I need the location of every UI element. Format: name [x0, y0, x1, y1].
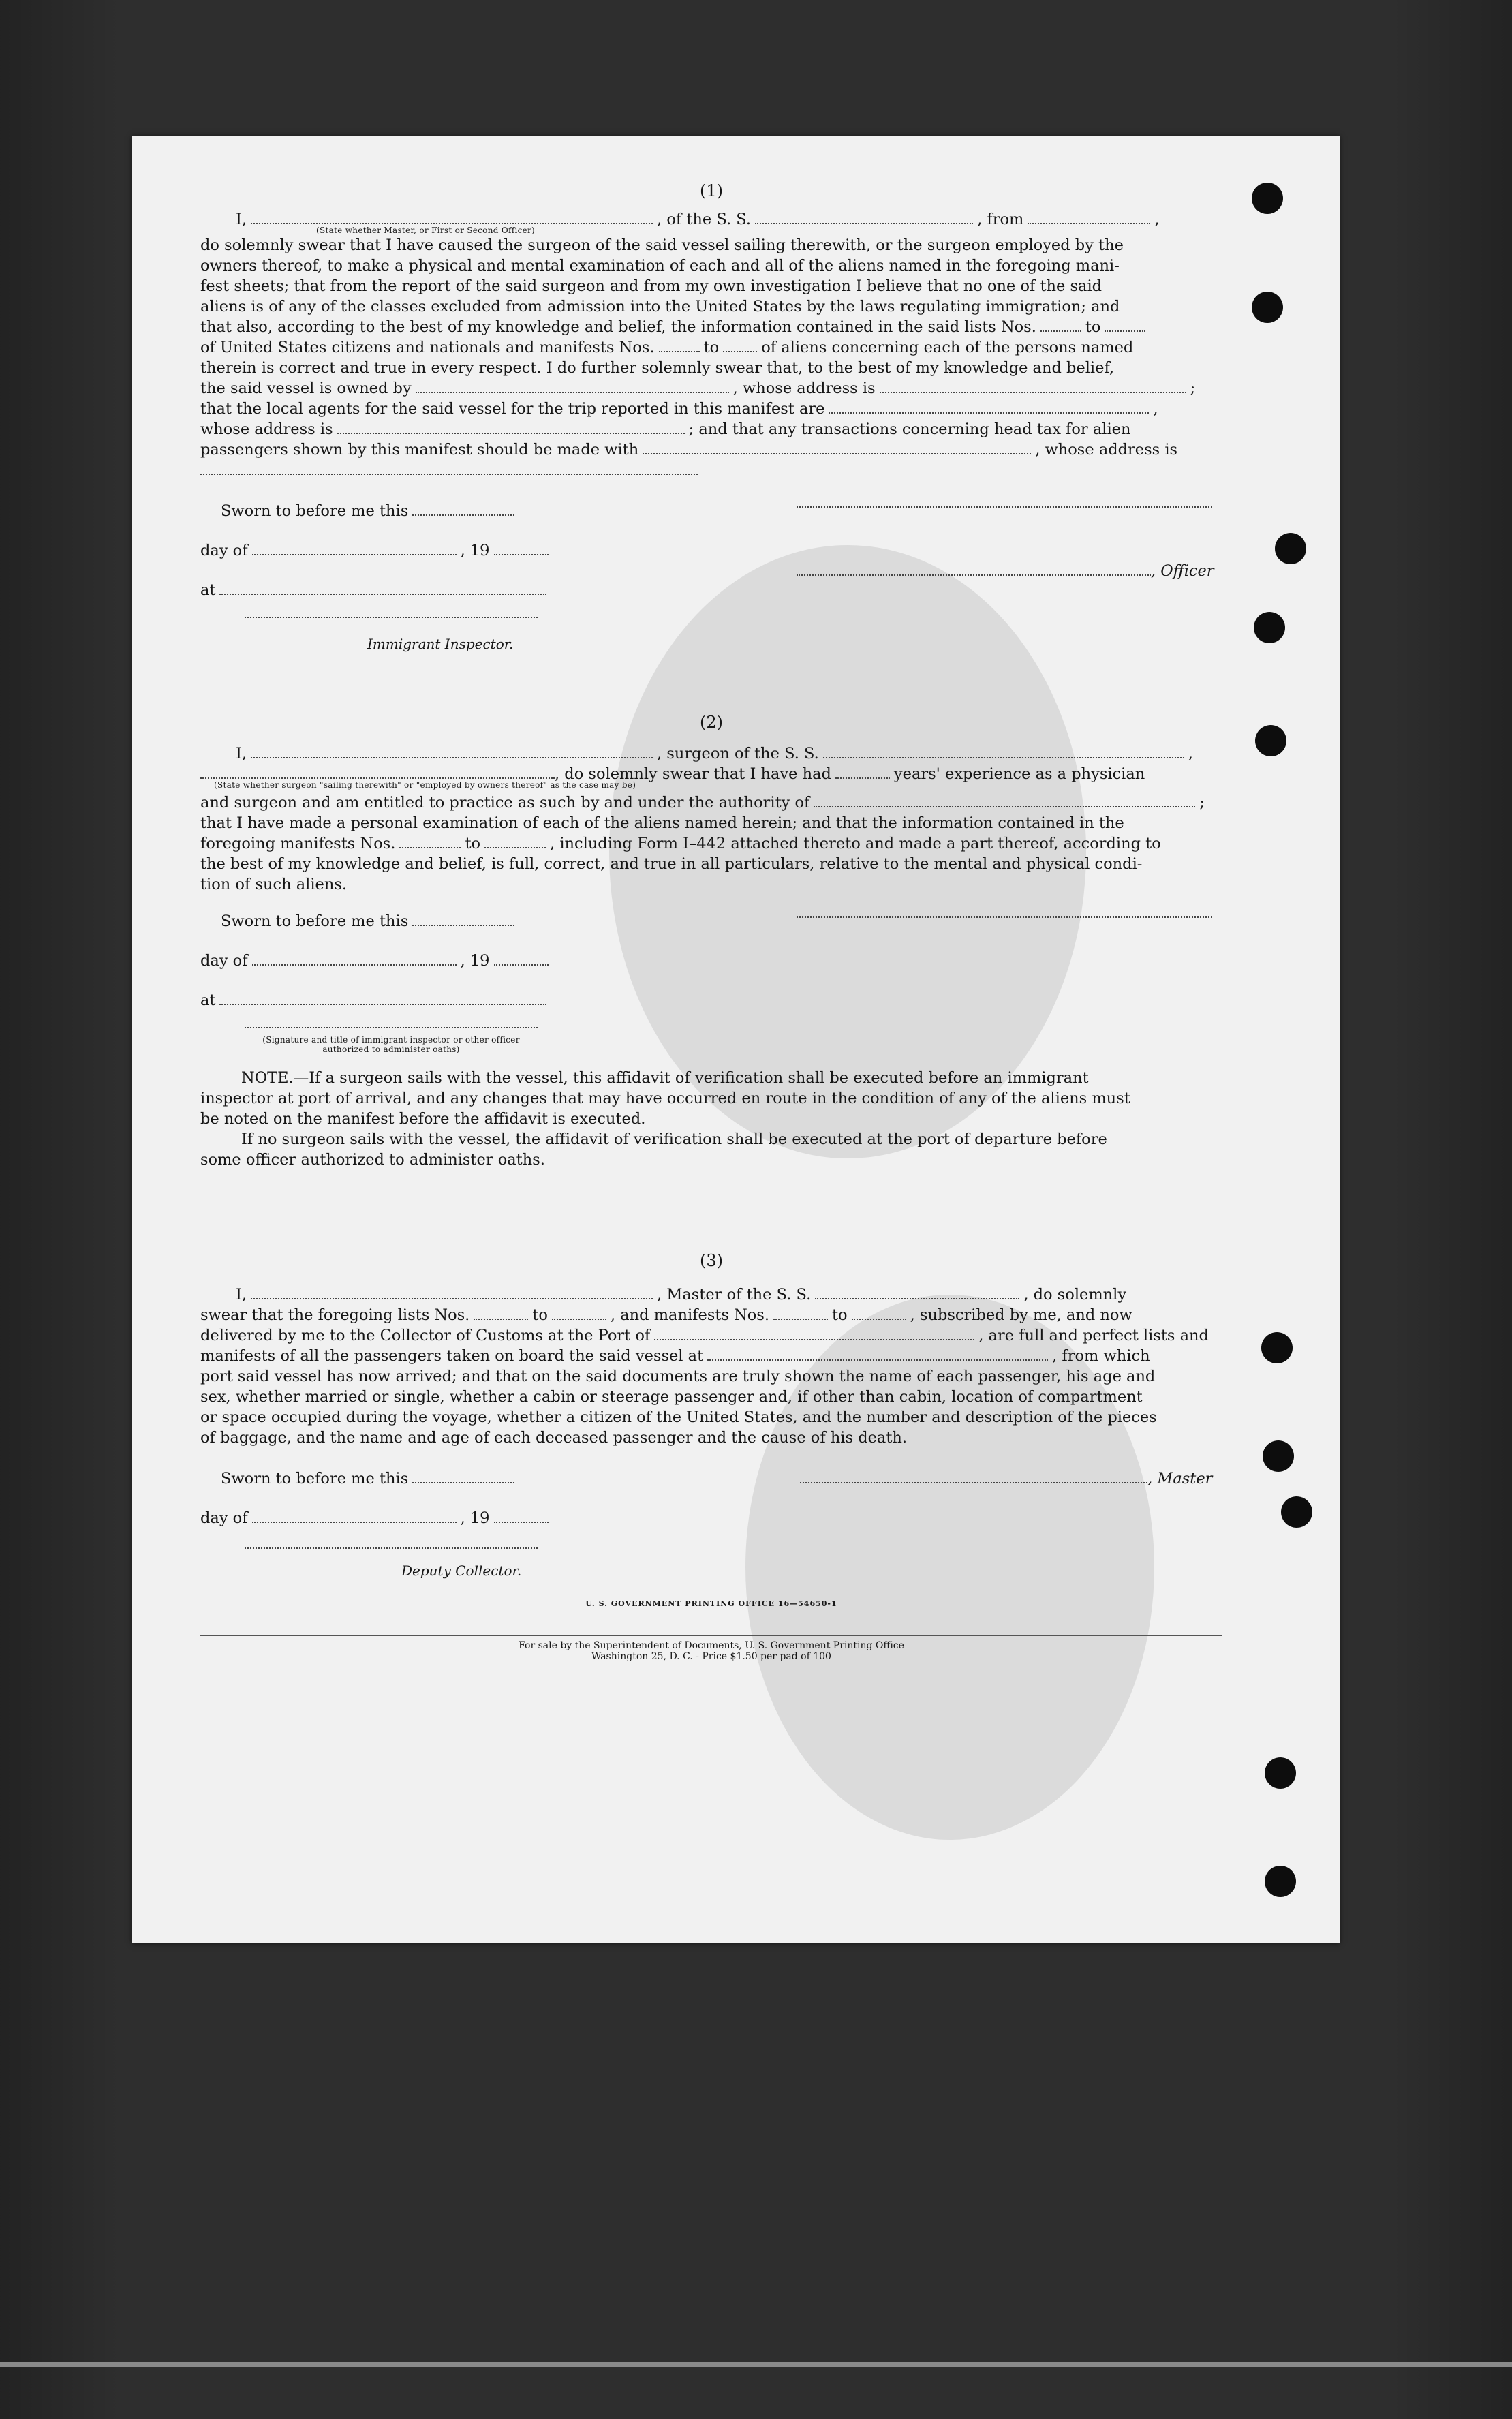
year-field[interactable]: [494, 1509, 549, 1523]
address-continuation-field[interactable]: [200, 461, 698, 475]
surgeon-note: (State whether surgeon "sailing therewith" or "employed by owners thereof" as the case may be): [214, 780, 636, 790]
officer-signature-line[interactable]: [797, 506, 1212, 508]
embark-port-field[interactable]: [707, 1347, 1048, 1361]
para-line: owners thereof, to make a physical and mental examination of each and all of the aliens named in the foregoing mani-: [200, 257, 1120, 275]
note-line: NOTE.—If a surgeon sails with the vessel, this affidavit of verification shall be executed before an immigrant: [241, 1069, 1089, 1087]
text: whose address is: [200, 420, 333, 438]
agents-address-field[interactable]: [337, 420, 685, 434]
text: ;: [1190, 380, 1196, 397]
day-line: [200, 951, 553, 971]
place-field[interactable]: [219, 581, 546, 595]
text: , whose address is: [732, 380, 876, 397]
section-number: (1): [700, 181, 723, 200]
inspector-signature-line[interactable]: [245, 617, 538, 618]
month-field[interactable]: [252, 952, 457, 966]
text: , subscribed by me, and now: [910, 1306, 1132, 1324]
para-line: tion of such aliens.: [200, 876, 348, 893]
text: , 19: [460, 952, 490, 970]
text: Sworn to before me this: [221, 1470, 409, 1488]
inspector-label: Immigrant Inspector.: [367, 636, 514, 652]
section2-line3: [200, 792, 1222, 813]
deputy-label: Deputy Collector.: [401, 1562, 522, 1579]
para-line: fest sheets; that from the report of the said surgeon and from my own investigation I believe that no one of the said: [200, 277, 1102, 295]
text: to: [1085, 318, 1101, 336]
text: ;: [1199, 794, 1205, 812]
section-2: [200, 712, 1222, 1170]
name-field[interactable]: [251, 745, 653, 758]
passengers-line: [200, 440, 1222, 460]
para-line: of baggage, and the name and age of each deceased passenger and the cause of his death.: [200, 1429, 908, 1447]
name-field[interactable]: [251, 1286, 653, 1299]
owned-line: [200, 378, 1222, 399]
text: and surgeon and am entitled to practice as such by and under the authority of: [200, 794, 810, 812]
officer-title-field[interactable]: [797, 562, 1151, 576]
sworn-line: [221, 911, 519, 931]
text: , Officer: [1151, 562, 1214, 580]
text: to: [832, 1306, 848, 1324]
footer-rule: [200, 1635, 1222, 1636]
text: that the local agents for the said vessel for the trip reported in this manifest are: [200, 400, 825, 418]
footer-line: For sale by the Superintendent of Documents, U. S. Government Printing Office: [519, 1640, 904, 1651]
text: at: [200, 581, 216, 599]
master-signature-line[interactable]: [800, 1470, 1147, 1483]
text: day of: [200, 542, 248, 559]
master-line: [800, 1468, 1212, 1489]
text: , do solemnly: [1023, 1286, 1127, 1304]
owner-field[interactable]: [416, 380, 729, 393]
text: , 19: [460, 1509, 490, 1527]
authority-field[interactable]: [814, 794, 1195, 807]
year-field[interactable]: [494, 952, 549, 966]
section3-line4: [200, 1346, 1222, 1366]
punch-hole: [1275, 533, 1306, 564]
lists-line: [200, 317, 1222, 337]
text: ,: [1188, 745, 1193, 762]
text: to: [532, 1306, 548, 1324]
text: I,: [236, 1286, 247, 1304]
text: foregoing manifests Nos.: [200, 835, 396, 852]
section3-line1: [200, 1284, 1222, 1305]
text: , do solemnly swear that I have had: [555, 765, 831, 783]
text: , Master: [1147, 1470, 1213, 1488]
section3-oath: [200, 1468, 1222, 1579]
para-line: sex, whether married or single, whether a cabin or steerage passenger and, if other than cabin, location of compartment: [200, 1388, 1143, 1406]
punch-hole: [1265, 1866, 1296, 1897]
vessel-name-field[interactable]: [823, 745, 1184, 758]
section3-line3: [200, 1325, 1222, 1346]
text: , surgeon of the S. S.: [657, 745, 819, 762]
section3-line2: [200, 1305, 1222, 1325]
officer-line: [797, 561, 1214, 581]
text: that also, according to the best of my knowledge and belief, the information contained in the said lists Nos.: [200, 318, 1036, 336]
text: , of the S. S.: [657, 211, 752, 228]
text: , from which: [1052, 1347, 1150, 1365]
section-1: [200, 181, 1222, 671]
section1-oath: [200, 501, 1222, 671]
section2-line5: [200, 833, 1222, 854]
text: years' experience as a physician: [893, 765, 1145, 783]
place-field[interactable]: [219, 991, 546, 1005]
punch-hole: [1254, 612, 1285, 643]
text: of United States citizens and nationals and manifests Nos.: [200, 339, 655, 356]
text: manifests of all the passengers taken on board the said vessel at: [200, 1347, 704, 1365]
text: at: [200, 991, 216, 1009]
name-field[interactable]: [251, 211, 653, 224]
inspector-sig-note: (Signature and title of immigrant inspector or other officer authorized to administer oaths): [262, 1035, 520, 1054]
address-line: [200, 419, 1222, 440]
text: , from: [977, 211, 1024, 228]
text: the said vessel is owned by: [200, 380, 412, 397]
list-no-from-field[interactable]: [474, 1306, 528, 1320]
section2-oath: [200, 911, 1222, 1068]
vessel-name-field[interactable]: [815, 1286, 1019, 1299]
day-line: [200, 540, 553, 561]
text: I,: [236, 211, 247, 228]
sworn-line: [221, 1468, 519, 1489]
para-line: do solemnly swear that I have caused the surgeon of the said vessel sailing therewith, or the surgeon employed by the: [200, 236, 1124, 254]
text: day of: [200, 952, 248, 970]
head-tax-contact-field[interactable]: [643, 441, 1031, 454]
sworn-day-field[interactable]: [412, 502, 514, 516]
text: ; and that any transactions concerning head tax for alien: [688, 420, 1131, 438]
manifest-no-from-field[interactable]: [773, 1306, 828, 1320]
manifest-no-from-field[interactable]: [399, 835, 461, 848]
text: to: [703, 339, 720, 356]
at-line: [200, 580, 551, 600]
text: , including Form I–442 attached thereto and made a part thereof, according to: [550, 835, 1161, 852]
text: of aliens concerning each of the persons named: [761, 339, 1134, 356]
text: swear that the foregoing lists Nos.: [200, 1306, 470, 1324]
para-line: port said vessel has now arrived; and that on the said documents are truly shown the name of each passenger, his age and: [200, 1368, 1156, 1385]
manifest-no-to-field[interactable]: [484, 835, 546, 848]
text: ,: [1154, 211, 1160, 228]
agents-line: [200, 399, 1222, 419]
para-line: aliens is of any of the classes excluded from admission into the United States by the laws regulating immigration; and: [200, 298, 1120, 315]
port-field[interactable]: [654, 1327, 974, 1340]
text: to: [465, 835, 481, 852]
agents-field[interactable]: [829, 400, 1149, 414]
owner-address-field[interactable]: [880, 380, 1186, 393]
vessel-name-field[interactable]: [755, 211, 973, 224]
punch-hole: [1281, 1496, 1312, 1528]
printer-code: U. S. GOVERNMENT PRINTING OFFICE 16—54650-1: [585, 1599, 837, 1608]
text: , are full and perfect lists and: [978, 1327, 1209, 1344]
list-no-to-field[interactable]: [1105, 318, 1145, 332]
note-line: inspector at port of arrival, and any changes that may have occurred en route in the condition of any of the aliens must: [200, 1090, 1130, 1107]
role-note: (State whether Master, or First or Second Officer): [316, 226, 536, 235]
sworn-day-field[interactable]: [412, 912, 514, 926]
punch-hole: [1255, 725, 1286, 756]
para-line: that I have made a personal examination of each of the aliens named herein; and that the information contained in the: [200, 814, 1124, 832]
punch-hole: [1252, 292, 1283, 323]
list-no-to-field[interactable]: [552, 1306, 606, 1320]
manifest-no-to-field[interactable]: [852, 1306, 906, 1320]
text: Sworn to before me this: [221, 502, 409, 520]
section-number: (2): [700, 713, 723, 732]
citizens-line: [200, 337, 1222, 358]
para-line: the best of my knowledge and belief, is full, correct, and true in all particulars, relative to the mental and physical condi-: [200, 855, 1143, 873]
surgeon-signature-line[interactable]: [797, 916, 1212, 918]
punch-hole: [1252, 183, 1283, 214]
manifest-no-to-field[interactable]: [723, 339, 757, 352]
years-field[interactable]: [835, 765, 890, 779]
text: , and manifests Nos.: [610, 1306, 770, 1324]
sworn-day-field[interactable]: [412, 1470, 514, 1483]
text: delivered by me to the Collector of Customs at the Port of: [200, 1327, 651, 1344]
manifest-no-from-field[interactable]: [659, 339, 700, 352]
punch-hole: [1263, 1440, 1294, 1472]
note-line: some officer authorized to administer oaths.: [200, 1151, 545, 1169]
text: day of: [200, 1509, 248, 1527]
text: passengers shown by this manifest should be made with: [200, 441, 639, 459]
deputy-signature-line[interactable]: [245, 1547, 538, 1549]
inspector-signature-line[interactable]: [245, 1027, 538, 1028]
note-block: [200, 1068, 1222, 1170]
at-line: [200, 990, 551, 1011]
text: I,: [236, 745, 247, 762]
year-field[interactable]: [494, 542, 549, 555]
section-3: [200, 1250, 1222, 1579]
footer-line: Washington 25, D. C. - Price $1.50 per pad of 100: [591, 1651, 831, 1662]
text: , 19: [460, 542, 490, 559]
month-field[interactable]: [252, 1509, 457, 1523]
list-no-from-field[interactable]: [1040, 318, 1081, 332]
section2-line1: [200, 743, 1222, 764]
punch-hole: [1261, 1332, 1293, 1363]
sworn-line: [221, 501, 519, 521]
para-line: or space occupied during the voyage, whether a citizen of the United States, and the number and description of the pieces: [200, 1408, 1157, 1426]
note-line: be noted on the manifest before the affidavit is executed.: [200, 1110, 646, 1128]
punch-hole: [1265, 1757, 1296, 1789]
from-port-field[interactable]: [1028, 211, 1150, 224]
para-line: therein is correct and true in every respect. I do further solemnly swear that, to the best of my knowledge and belief,: [200, 359, 1115, 377]
month-field[interactable]: [252, 542, 457, 555]
day-line: [200, 1508, 553, 1528]
section-number: (3): [700, 1251, 723, 1270]
note-line: If no surgeon sails with the vessel, the affidavit of verification shall be executed at the port of departure before: [241, 1130, 1107, 1148]
text: , Master of the S. S.: [657, 1286, 812, 1304]
text: , whose address is: [1035, 441, 1178, 459]
affidavit-form: [200, 181, 1222, 1662]
film-edge-line: [0, 2362, 1512, 2367]
text: ,: [1153, 400, 1158, 418]
surgeon-status-field[interactable]: [200, 765, 555, 779]
text: Sworn to before me this: [221, 912, 409, 930]
